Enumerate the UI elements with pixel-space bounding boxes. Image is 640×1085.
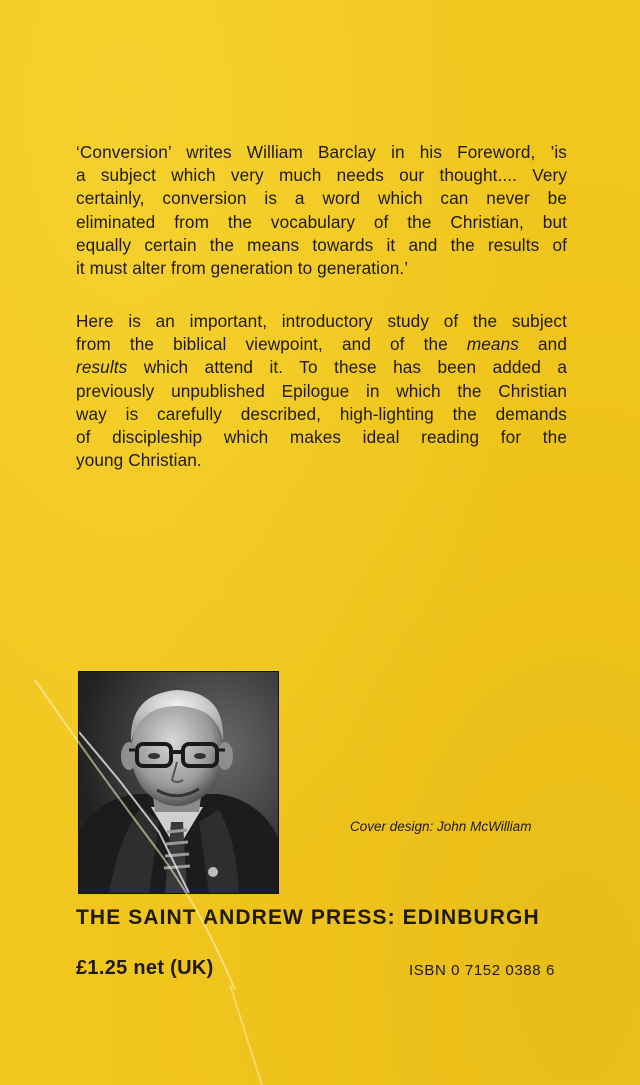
author-photo [78, 671, 279, 894]
blurb-emphasis: means [466, 334, 519, 355]
blurb-line [76, 356, 567, 379]
blurb-line: way is carefully described, high-lighting the demands [76, 403, 567, 424]
blurb-emphasis: results [76, 357, 128, 378]
blurb-line: previously unpublished Epilogue in which the Christian [76, 380, 567, 401]
blurb-line: it must alter from generation to generation.’ [76, 258, 409, 279]
blurb-line: a subject which very much needs our thought.... Very [76, 165, 567, 186]
blurb-text: from the biblical viewpoint, and of the [76, 334, 467, 355]
blurb-line: young Christian. [76, 450, 202, 471]
blurb-text: and [518, 334, 567, 355]
blurb-line: Here is an important, introductory study of the subject [76, 311, 567, 331]
blurb-line: ‘Conversion’ writes William Barclay in his Foreword, ’is [76, 142, 567, 162]
blurb-line: equally certain the means towards it and the results of [76, 234, 567, 255]
blurb-paragraph-1 [76, 141, 567, 280]
blurb-line: certainly, conversion is a word which can never be [76, 188, 567, 209]
blurb-line: eliminated from the vocabulary of the Christian, but [76, 211, 567, 232]
blurb-paragraph-2 [76, 310, 567, 472]
blurb-line [76, 333, 567, 356]
isbn: ISBN 0 7152 0388 6 [409, 962, 555, 979]
publisher-name: THE SAINT ANDREW PRESS: EDINBURGH [76, 906, 540, 929]
blurb-line: of discipleship which makes ideal reading for the [76, 427, 567, 448]
blurb-text: which attend it. To these has been added a [127, 357, 567, 378]
cover-design-credit: Cover design: John McWilliam [350, 819, 532, 834]
price: £1.25 net (UK) [76, 957, 214, 979]
